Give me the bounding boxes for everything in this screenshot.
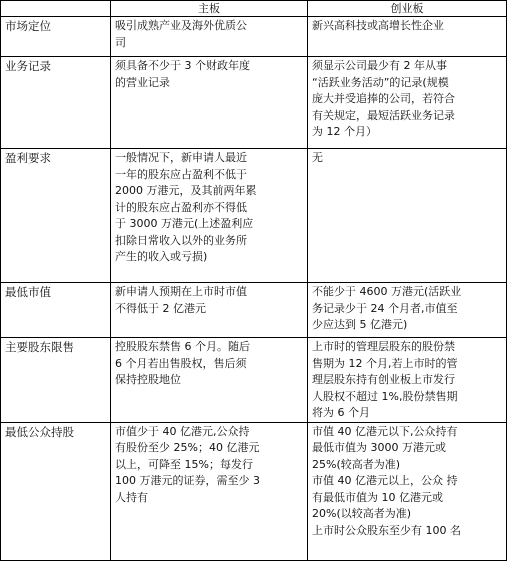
cell-text-line: 20%(以较高者为准) [312,507,412,520]
table-body [1,17,507,561]
cell-text-line: 控股股东禁售 6 个月。随后 [115,340,250,353]
row-label: 主要股东限售 [1,338,111,423]
main-board-cell [111,17,308,57]
cell-text-line: 新兴高科技或高增长性企业 [312,19,444,32]
cell-text-line: 无 [312,151,323,164]
table-row [1,17,507,57]
row-label: 盈利要求 [1,149,111,283]
cell-text-line: 最低市值为 3000 万港元或 [312,441,446,454]
cell-text-line: 有最低市值为 10 亿港元或 [312,490,443,504]
cell-text-line: 人持有 [115,490,148,504]
cell-text-line: 以上，可降至 15%；每发行 [115,457,253,471]
cell-text-line: 一般情况下，新申请人最近 [115,151,247,164]
header-row [1,1,507,17]
cell-text-line: 有关规定，最短活跃业务记录 [312,108,455,122]
cell-text-line: 产生的收入或亏损) [115,250,208,263]
cell-text-line: 须具备不少于 3 个财政年度 [115,59,250,72]
cell-text-line: 2000 万港元，及其前两年累 [115,184,257,197]
cell-text-line: 不能少于 4600 万港元(活跃业 [312,285,462,298]
table-row [1,149,507,283]
cell-text-line: 市值 40 亿港元以下,公众持有 [312,424,458,438]
header-empty [1,1,111,17]
gem-board-cell [308,422,507,560]
header-main-board: 主板 [111,1,308,17]
cell-text-line: 市值 40 亿港元以上，公众 持 [312,474,458,487]
gem-board-cell [308,57,507,149]
cell-text-line: 新申请人预期在上市时市值 [115,285,247,298]
cell-text-line: 市值少于 40 亿港元,公众持 [115,424,250,438]
cell-text-line: 不得低于 2 亿港元 [115,301,206,315]
table-row [1,422,507,560]
gem-board-cell [308,283,507,338]
cell-text-line: 司 [115,35,126,49]
table-row [1,283,507,338]
cell-text-line: 售期为 12 个月,若上市时的管 [312,356,458,370]
cell-text-line: 6 个月若出售股权，售后须 [115,356,247,370]
cell-text-line: 庞大并受追捧的公司，若符合 [312,92,455,105]
cell-text-line: 人股权不超过 1%,股份禁售期 [312,389,458,403]
row-label: 最低公众持股 [1,422,111,560]
cell-text-line: 扣除日常收入以外的业务所 [115,233,247,247]
gem-board-cell [308,149,507,283]
cell-text-line: 理层股东持有创业板上市发行 [312,373,455,386]
cell-text-line: 上市时的管理层股东的股份禁 [312,340,455,353]
row-label: 最低市值 [1,283,111,338]
cell-text-line: 25%(较高者为准) [312,457,401,471]
cell-text-line: 100 万港元的证券，需至少 3 [115,474,260,487]
cell-text-line: 一年的股东应占盈利不低于 [115,167,247,181]
main-board-cell [111,338,308,423]
main-board-cell [111,422,308,560]
cell-text-line: “活跃业务活动”的记录(规模 [312,75,449,89]
gem-board-cell [308,17,507,57]
cell-text-line: 保持控股地位 [115,373,181,386]
row-label: 市场定位 [1,17,111,57]
cell-text-line: 吸引成熟产业及海外优质公 [115,19,247,32]
table-row [1,57,507,149]
main-board-cell [111,149,308,283]
gem-board-cell [308,338,507,423]
cell-text-line: 少应达到 5 亿港元) [312,318,408,331]
row-label: 业务记录 [1,57,111,149]
main-board-cell [111,57,308,149]
cell-text-line: 的营业记录 [115,75,170,89]
cell-text-line: 将为 6 个月 [312,406,370,419]
cell-text-line: 有股份至少 25%；40 亿港元 [115,441,260,454]
cell-text-line: 于 3000 万港元(上述盈利应 [115,217,254,230]
cell-text-line: 计的股东应占盈利亦不得低 [115,200,247,214]
main-board-cell [111,283,308,338]
table-row [1,338,507,423]
cell-text-line: 须显示公司最少有 2 年从事 [312,59,447,72]
cell-text-line: 上市时公众股东至少有 100 名 [312,523,461,537]
header-gem-board: 创业板 [308,1,507,17]
cell-text-line: 务记录少于 24 个月者,市值至 [312,301,458,315]
cell-text-line: 为 12 个月） [312,125,377,138]
